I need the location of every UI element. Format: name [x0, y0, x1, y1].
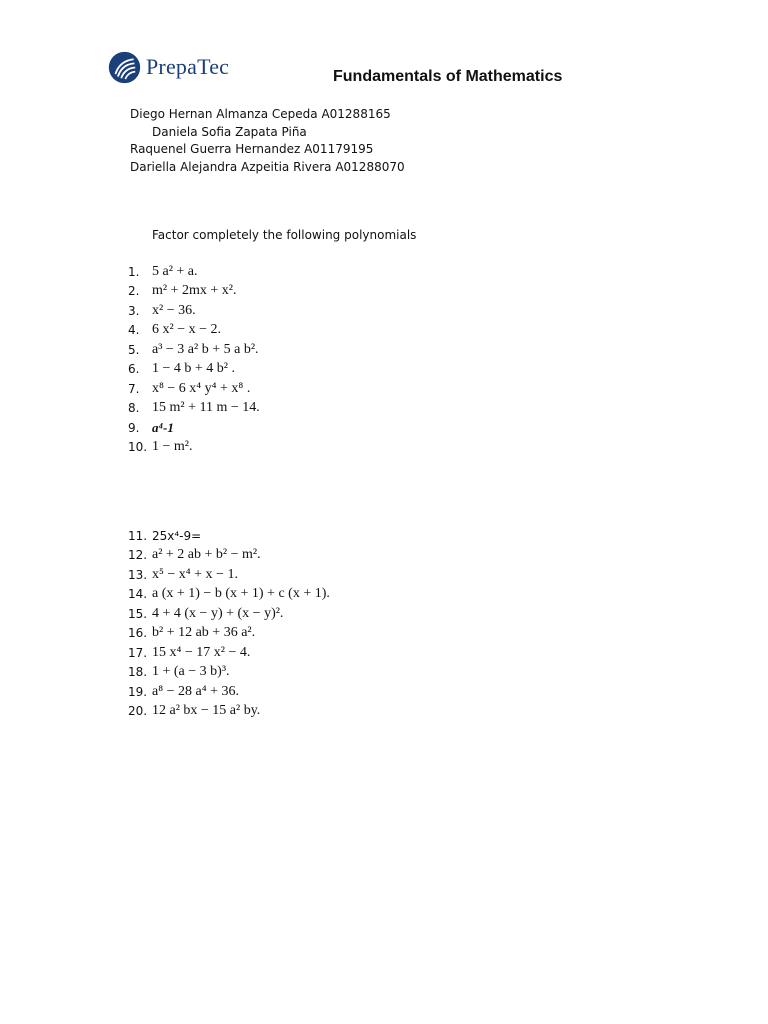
problem-item: [128, 546, 330, 566]
problem-expression: 5 a² + a.: [152, 263, 198, 279]
prepatec-logo-icon: [108, 51, 141, 84]
problem-number: 5.: [128, 342, 140, 357]
problem-expression: 15 x⁴ − 17 x² − 4.: [152, 644, 251, 660]
problem-expression: 1 − m².: [152, 439, 193, 455]
problem-number: 10.: [128, 440, 148, 455]
problem-number: 15.: [128, 606, 148, 621]
problem-number: 13.: [128, 567, 148, 582]
problem-expression: 6 x² − x − 2.: [152, 322, 221, 338]
problem-number: 16.: [128, 626, 148, 641]
problem-number: 14.: [128, 587, 148, 602]
problem-expression: 1 − 4 b + 4 b² .: [152, 361, 235, 377]
problem-item: [128, 565, 330, 585]
problem-expression: a² + 2 ab + b² − m².: [152, 547, 261, 563]
author-line: Daniela Sofia Zapata Piña: [152, 124, 307, 139]
problem-number: 9.: [128, 420, 140, 435]
problem-expression: a⁸ − 28 a⁴ + 36.: [152, 683, 239, 699]
problem-item: [128, 399, 260, 419]
prepatec-logo: [108, 50, 229, 84]
author-line: Raquenel Guerra Hernandez A01179195: [130, 142, 374, 156]
author-line: Diego Hernan Almanza Cepeda A01288165: [130, 107, 391, 121]
problem-expression: a³ − 3 a² b + 5 a b².: [152, 341, 259, 357]
problem-expression: a⁴-1: [152, 419, 174, 435]
problem-number: 1.: [128, 264, 140, 279]
problem-expression: 25x⁴-9=: [152, 528, 202, 543]
problem-list-part1: [128, 262, 260, 457]
problem-expression: x⁵ − x⁴ + x − 1.: [152, 566, 238, 582]
problem-item: [128, 418, 260, 438]
problem-number: 2.: [128, 284, 140, 299]
brand-name: PrepaTec: [146, 54, 230, 79]
problem-number: 3.: [128, 303, 140, 318]
problem-expression: m² + 2mx + x².: [152, 283, 237, 299]
problem-item: [128, 262, 260, 282]
problem-expression: 15 m² + 11 m − 14.: [152, 400, 260, 416]
author-line: Dariella Alejandra Azpeitia Rivera A01288070: [130, 159, 405, 174]
problem-number: 20.: [128, 704, 148, 719]
problem-number: 17.: [128, 645, 148, 660]
problem-number: 6.: [128, 362, 140, 377]
problem-number: 12.: [128, 548, 148, 563]
problem-item: [128, 526, 330, 546]
problem-item: [128, 585, 330, 605]
problem-number: 11.: [128, 528, 148, 543]
problem-expression: 4 + 4 (x − y) + (x − y)².: [152, 605, 284, 621]
problem-item: [128, 624, 330, 644]
instruction-text: Factor completely the following polynomials: [152, 228, 417, 242]
problem-item: [128, 379, 260, 399]
problem-item: [128, 702, 330, 722]
page-title: Fundamentals of Mathematics: [333, 68, 563, 85]
problem-item: [128, 438, 260, 458]
problem-item: [128, 360, 260, 380]
problem-expression: x⁸ − 6 x⁴ y⁴ + x⁸ .: [152, 380, 251, 396]
problem-item: [128, 682, 330, 702]
problem-item: [128, 663, 330, 683]
problem-list-part2: [128, 526, 330, 721]
problem-number: 7.: [128, 381, 140, 396]
author-list: [130, 106, 405, 176]
problem-expression: x² − 36.: [152, 302, 196, 318]
problem-item: [128, 321, 260, 341]
problem-item: [128, 282, 260, 302]
problem-expression: 1 + (a − 3 b)³.: [152, 664, 230, 680]
problem-item: [128, 340, 260, 360]
problem-item: [128, 604, 330, 624]
problem-number: 18.: [128, 665, 148, 680]
problem-expression: 12 a² bx − 15 a² by.: [152, 703, 261, 719]
problem-expression: b² + 12 ab + 36 a².: [152, 625, 256, 641]
problem-number: 8.: [128, 401, 140, 416]
problem-number: 4.: [128, 323, 140, 338]
problem-expression: a (x + 1) − b (x + 1) + c (x + 1).: [152, 586, 330, 602]
problem-item: [128, 301, 260, 321]
problem-number: 19.: [128, 684, 148, 699]
problem-item: [128, 643, 330, 663]
